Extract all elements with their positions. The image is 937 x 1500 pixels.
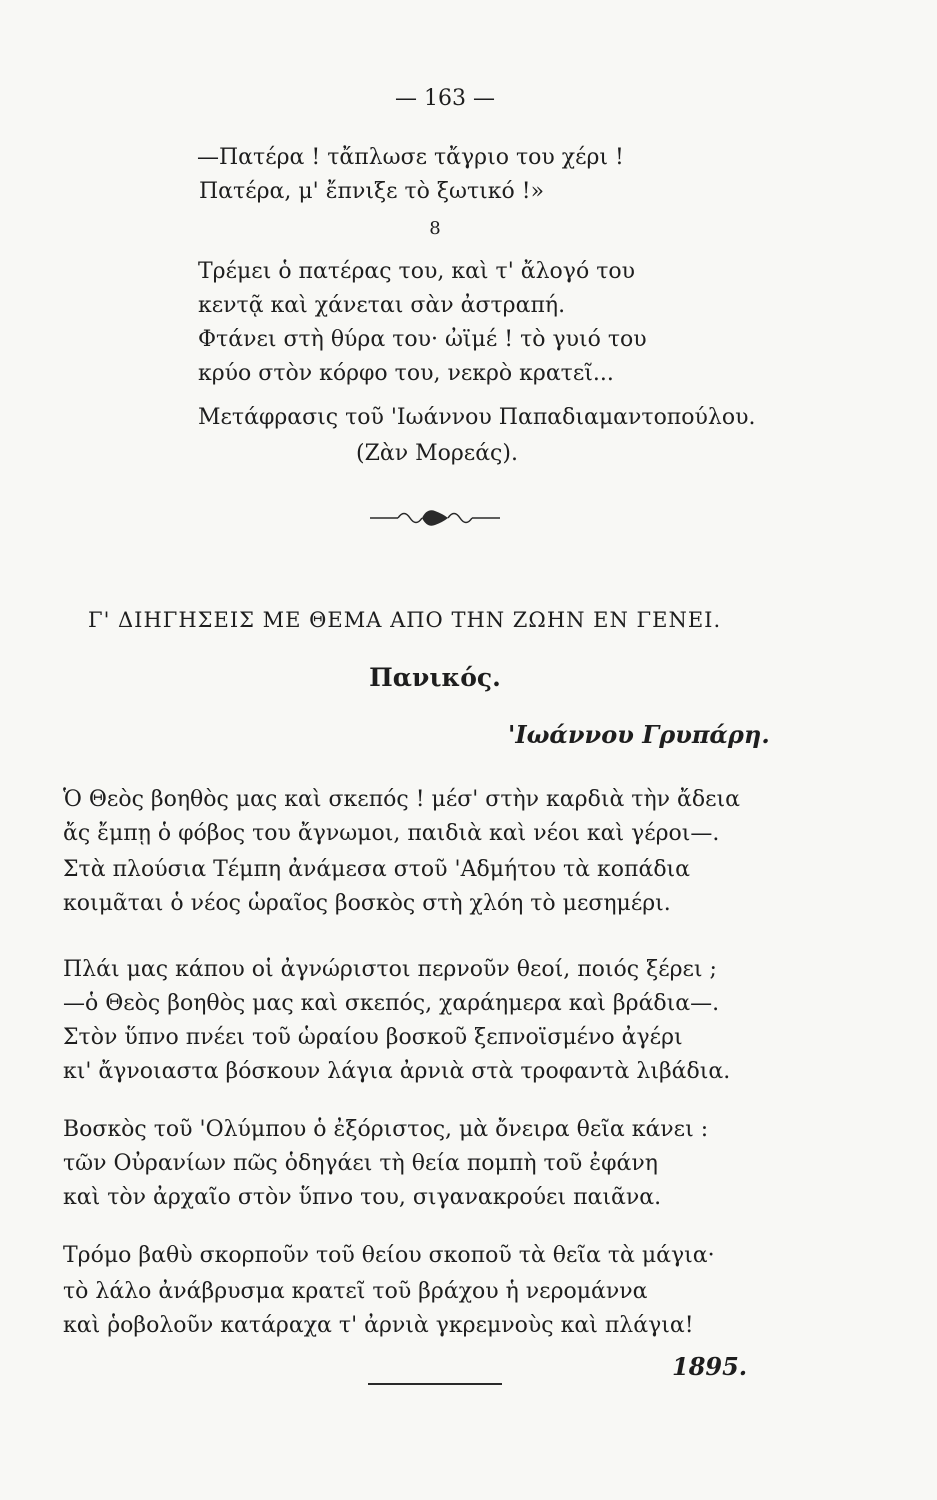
ornament-divider-icon (370, 506, 500, 530)
verse-line: καὶ ῥοβολοῦν κατάραχα τ' ἀρνιὰ γκρεμνοὺς καὶ πλάγια! (63, 1313, 694, 1338)
verse-line: κι' ἄγνοιαστα βόσκουν λάγια ἀρνιὰ στὰ τροφαντὰ λιβάδια. (63, 1059, 731, 1084)
verse-line: τὸ λάλο ἀνάβρυσμα κρατεῖ τοῦ βράχου ἡ νερομάννα (63, 1279, 648, 1304)
verse-line: Φτάνει στὴ θύρα του· ὠϊμέ ! τὸ γυιό του (198, 327, 647, 352)
poem-year: 1895. (672, 1352, 748, 1381)
verse-line: Ὁ Θεὸς βοηθὸς μας καὶ σκεπός ! μέσ' στὴν καρδιὰ τὴν ἄδεια (63, 787, 741, 812)
end-rule (368, 1383, 502, 1385)
verse-line: ἄς ἔμπῃ ὁ φόβος του ἄγνωμοι, παιδιὰ καὶ νέοι καὶ γέροι—. (63, 821, 720, 846)
verse-line: Στὸν ὕπνο πνέει τοῦ ὡραίου βοσκοῦ ξεπνοϊσμένο ἀγέρι (63, 1025, 683, 1050)
poem-title: Πανικός. (369, 663, 501, 692)
stanza-number: 8 (429, 218, 441, 239)
page-number: — 163 — (395, 86, 495, 111)
verse-line: Βοσκὸς τοῦ 'Ολύμπου ὁ ἐξόριστος, μὰ ὄνειρα θεῖα κάνει : (63, 1117, 709, 1142)
verse-line: —Πατέρα ! τἄπλωσε τἄγριο του χέρι ! (197, 145, 624, 170)
translation-credit: Μετάφρασις τοῦ 'Ιωάννου Παπαδιαμαντοπούλου. (198, 405, 756, 430)
verse-line: καὶ τὸν ἀρχαῖο στὸν ὕπνο του, σιγανακρούει παιᾶνα. (63, 1185, 662, 1210)
verse-line: Πλάι μας κάπου οἱ ἀγνώριστοι περνοῦν θεοί, ποιός ξέρει ; (63, 957, 717, 982)
poem-author: 'Ιωάννου Γρυπάρη. (508, 720, 770, 749)
translator-name: (Ζὰν Μορεάς). (356, 441, 518, 466)
verse-line: κεντᾷ καὶ χάνεται σὰν ἀστραπή. (198, 293, 566, 318)
verse-line: Στὰ πλούσια Τέμπη ἀνάμεσα στοῦ 'Αδμήτου τὰ κοπάδια (63, 857, 691, 882)
verse-line: τῶν Οὐρανίων πῶς ὁδηγάει τὴ θεία πομπὴ τοῦ ἐφάνη (63, 1151, 658, 1176)
verse-line: Τρέμει ὁ πατέρας του, καὶ τ' ἄλογό του (198, 259, 635, 284)
verse-line: Τρόμο βαθὺ σκορποῦν τοῦ θείου σκοποῦ τὰ θεῖα τὰ μάγια· (63, 1243, 715, 1268)
section-heading: Γ' ΔΙΗΓΗΣΕΙΣ ΜΕ ΘΕΜΑ ΑΠΟ ΤΗΝ ΖΩΗΝ ΕΝ ΓΕΝΕΙ. (88, 608, 722, 632)
verse-line: —ὁ Θεὸς βοηθὸς μας καὶ σκεπός, χαράημερα καὶ βράδια—. (63, 991, 720, 1016)
verse-line: κρύο στὸν κόρφο του, νεκρὸ κρατεῖ... (198, 361, 614, 386)
verse-line: Πατέρα, μ' ἔπνιξε τὸ ξωτικό !» (199, 179, 545, 204)
verse-line: κοιμᾶται ὁ νέος ὡραῖος βοσκὸς στὴ χλόη τὸ μεσημέρι. (63, 891, 671, 916)
